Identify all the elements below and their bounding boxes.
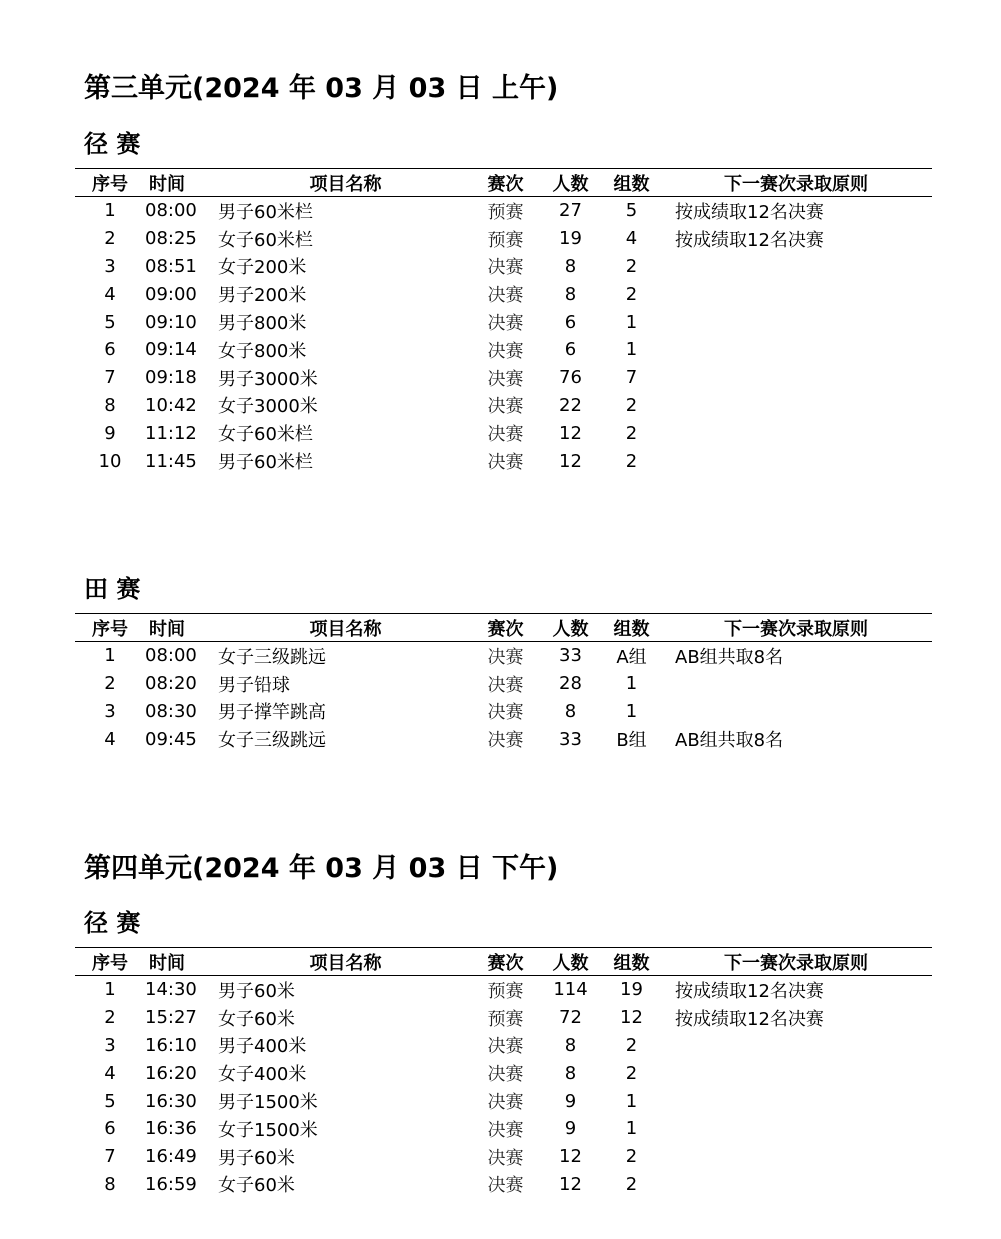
cell-count: 9: [564, 1090, 577, 1112]
cell-round: 决赛: [487, 257, 524, 279]
cell-no: 9: [104, 422, 116, 444]
cell-rule: [660, 1171, 932, 1199]
table-row: [75, 1004, 932, 1032]
unit4-track-table: [75, 947, 932, 1198]
cell-event: 男子3000米: [218, 368, 318, 390]
cell-round: 预赛: [487, 229, 524, 251]
cell-round: 决赛: [487, 424, 524, 446]
cell-no: 1: [104, 645, 116, 667]
header-time: 时间: [145, 614, 217, 642]
cell-round: 决赛: [487, 396, 524, 418]
cell-no: 4: [104, 728, 116, 750]
table-row: [75, 253, 932, 281]
cell-rule: 按成绩取12名决赛: [675, 229, 824, 251]
header-time: 时间: [145, 948, 217, 976]
cell-round: 决赛: [487, 1119, 524, 1141]
cell-time: 09:00: [145, 283, 197, 305]
header-count: 人数: [538, 614, 603, 642]
cell-count: 8: [564, 700, 577, 722]
header-count: 人数: [538, 169, 603, 197]
cell-round: 决赛: [487, 1036, 524, 1058]
cell-round: 决赛: [487, 1064, 524, 1086]
cell-no: 2: [104, 228, 116, 250]
cell-rule: [660, 1032, 932, 1060]
cell-count: 12: [559, 422, 582, 444]
cell-no: 5: [104, 1090, 116, 1112]
cell-event: 女子60米: [218, 1008, 295, 1030]
header-groups: 组数: [603, 614, 660, 642]
cell-event: 女子3000米: [218, 396, 318, 418]
cell-no: 5: [104, 311, 116, 333]
cell-groups: 1: [625, 311, 638, 333]
unit4-title: 第四单元(2024 年 03 月 03 日 下午): [84, 853, 559, 884]
header-rule: 下一赛次录取原则: [660, 948, 932, 976]
cell-no: 8: [104, 1173, 116, 1195]
cell-count: 19: [559, 228, 582, 250]
cell-round: 预赛: [487, 1008, 524, 1030]
cell-time: 10:42: [145, 394, 197, 416]
cell-rule: [660, 308, 932, 336]
cell-count: 6: [564, 339, 577, 361]
cell-round: 决赛: [487, 340, 524, 362]
cell-rule: [660, 419, 932, 447]
cell-groups: 1: [625, 673, 638, 695]
cell-groups: 1: [625, 1118, 638, 1140]
header-round: 赛次: [473, 948, 538, 976]
header-event: 项目名称: [217, 614, 473, 642]
cell-rule: AB组共取8名: [675, 646, 784, 668]
cell-no: 3: [104, 255, 116, 277]
table-row: [75, 392, 932, 420]
cell-rule: [660, 1087, 932, 1115]
table-body: [75, 197, 932, 475]
unit4-track-section-title: 径 赛: [84, 909, 141, 937]
table-body: [75, 642, 932, 754]
cell-time: 16:20: [145, 1062, 197, 1084]
cell-time: 09:14: [145, 339, 197, 361]
cell-time: 11:45: [145, 450, 197, 472]
cell-event: 男子200米: [218, 285, 307, 307]
cell-no: 1: [104, 200, 116, 222]
header-no: 序号: [75, 169, 145, 197]
cell-time: 16:36: [145, 1118, 197, 1140]
cell-groups: 4: [625, 228, 638, 250]
cell-count: 8: [564, 283, 577, 305]
cell-event: 男子60米: [218, 980, 295, 1002]
table-row: [75, 670, 932, 698]
cell-no: 7: [104, 1146, 116, 1168]
cell-count: 28: [559, 673, 582, 695]
cell-no: 4: [104, 1062, 116, 1084]
cell-time: 14:30: [145, 979, 197, 1001]
cell-round: 决赛: [487, 1175, 524, 1197]
cell-groups: 2: [625, 1146, 638, 1168]
cell-no: 10: [98, 450, 122, 472]
cell-no: 2: [104, 673, 116, 695]
table-row: [75, 1059, 932, 1087]
cell-groups: 2: [625, 394, 638, 416]
table-row: [75, 308, 932, 336]
table-row: [75, 447, 932, 475]
table-header-row: [75, 614, 932, 642]
cell-rule: [660, 1143, 932, 1171]
table-row: [75, 419, 932, 447]
cell-event: 男子60米: [218, 1147, 295, 1169]
cell-rule: [660, 1115, 932, 1143]
table-row: [75, 225, 932, 253]
cell-round: 预赛: [487, 980, 524, 1002]
cell-count: 22: [559, 394, 582, 416]
cell-event: 女子800米: [218, 340, 307, 362]
cell-time: 08:00: [145, 200, 197, 222]
cell-event: 男子60米栏: [218, 201, 313, 223]
cell-rule: 按成绩取12名决赛: [675, 1008, 824, 1030]
cell-groups: A组: [616, 646, 647, 668]
table-row: [75, 725, 932, 753]
cell-count: 33: [559, 728, 582, 750]
cell-rule: [660, 670, 932, 698]
cell-event: 男子400米: [218, 1036, 307, 1058]
cell-event: 男子撑竿跳高: [218, 702, 326, 724]
table-row: [75, 1143, 932, 1171]
cell-time: 16:10: [145, 1034, 197, 1056]
header-count: 人数: [538, 948, 603, 976]
cell-event: 女子三级跳远: [218, 646, 326, 668]
cell-count: 12: [559, 1146, 582, 1168]
cell-rule: [660, 698, 932, 726]
cell-no: 6: [104, 339, 116, 361]
cell-time: 08:30: [145, 700, 197, 722]
header-round: 赛次: [473, 169, 538, 197]
header-no: 序号: [75, 948, 145, 976]
cell-round: 决赛: [487, 646, 524, 668]
cell-round: 决赛: [487, 674, 524, 696]
table-row: [75, 280, 932, 308]
cell-round: 决赛: [487, 313, 524, 335]
cell-count: 8: [564, 1034, 577, 1056]
table-row: [75, 336, 932, 364]
cell-event: 女子400米: [218, 1064, 307, 1086]
unit3-track-section-title: 径 赛: [84, 130, 141, 158]
cell-event: 女子200米: [218, 257, 307, 279]
cell-rule: 按成绩取12名决赛: [675, 980, 824, 1002]
header-event: 项目名称: [217, 948, 473, 976]
cell-time: 09:18: [145, 367, 197, 389]
header-round: 赛次: [473, 614, 538, 642]
table-row: [75, 1032, 932, 1060]
table-header-row: [75, 948, 932, 976]
table-row: [75, 1087, 932, 1115]
cell-no: 7: [104, 367, 116, 389]
cell-count: 8: [564, 255, 577, 277]
cell-round: 决赛: [487, 285, 524, 307]
cell-event: 男子1500米: [218, 1092, 318, 1114]
cell-event: 女子60米栏: [218, 424, 313, 446]
cell-time: 09:10: [145, 311, 197, 333]
cell-event: 女子1500米: [218, 1119, 318, 1141]
cell-round: 决赛: [487, 452, 524, 474]
cell-groups: 2: [625, 255, 638, 277]
cell-count: 12: [559, 1173, 582, 1195]
cell-groups: 2: [625, 1173, 638, 1195]
cell-count: 27: [559, 200, 582, 222]
cell-time: 08:51: [145, 255, 197, 277]
header-event: 项目名称: [217, 169, 473, 197]
cell-groups: 12: [620, 1007, 643, 1029]
cell-event: 女子三级跳远: [218, 730, 326, 752]
cell-event: 女子60米: [218, 1175, 295, 1197]
cell-groups: 2: [625, 422, 638, 444]
table-header-row: [75, 169, 932, 197]
cell-round: 决赛: [487, 1147, 524, 1169]
cell-time: 08:25: [145, 228, 197, 250]
cell-no: 4: [104, 283, 116, 305]
cell-time: 08:20: [145, 673, 197, 695]
table-body: [75, 976, 932, 1199]
table-row: [75, 1171, 932, 1199]
unit3-title: 第三单元(2024 年 03 月 03 日 上午): [84, 73, 559, 104]
header-rule: 下一赛次录取原则: [660, 169, 932, 197]
cell-round: 预赛: [487, 201, 524, 223]
cell-rule: AB组共取8名: [675, 730, 784, 752]
cell-groups: 1: [625, 700, 638, 722]
table-row: [75, 698, 932, 726]
cell-time: 11:12: [145, 422, 197, 444]
unit3-field-section-title: 田 赛: [84, 575, 141, 603]
cell-groups: 2: [625, 283, 638, 305]
cell-groups: 1: [625, 339, 638, 361]
cell-groups: 7: [625, 367, 638, 389]
cell-round: 决赛: [487, 702, 524, 724]
cell-groups: B组: [616, 730, 647, 752]
unit3-field-table: [75, 613, 932, 753]
cell-time: 16:59: [145, 1173, 197, 1195]
cell-time: 16:30: [145, 1090, 197, 1112]
table-row: [75, 642, 932, 670]
cell-rule: [660, 1059, 932, 1087]
header-rule: 下一赛次录取原则: [660, 614, 932, 642]
cell-time: 09:45: [145, 728, 197, 750]
cell-groups: 2: [625, 1062, 638, 1084]
cell-event: 男子800米: [218, 313, 307, 335]
cell-count: 72: [559, 1007, 582, 1029]
table-row: [75, 197, 932, 225]
cell-count: 9: [564, 1118, 577, 1140]
cell-rule: [660, 364, 932, 392]
cell-groups: 1: [625, 1090, 638, 1112]
cell-round: 决赛: [487, 368, 524, 390]
header-no: 序号: [75, 614, 145, 642]
table-row: [75, 364, 932, 392]
cell-no: 3: [104, 700, 116, 722]
cell-time: 15:27: [145, 1007, 197, 1029]
cell-no: 1: [104, 979, 116, 1001]
table-row: [75, 976, 932, 1004]
cell-round: 决赛: [487, 730, 524, 752]
cell-rule: 按成绩取12名决赛: [675, 201, 824, 223]
cell-event: 男子60米栏: [218, 452, 313, 474]
cell-count: 8: [564, 1062, 577, 1084]
header-groups: 组数: [603, 948, 660, 976]
cell-count: 114: [553, 979, 588, 1001]
cell-time: 08:00: [145, 645, 197, 667]
cell-groups: 2: [625, 1034, 638, 1056]
cell-rule: [660, 336, 932, 364]
cell-count: 33: [559, 645, 582, 667]
header-time: 时间: [145, 169, 217, 197]
cell-rule: [660, 253, 932, 281]
cell-no: 3: [104, 1034, 116, 1056]
cell-count: 76: [559, 367, 582, 389]
table-row: [75, 1115, 932, 1143]
cell-groups: 19: [620, 979, 643, 1001]
cell-no: 2: [104, 1007, 116, 1029]
cell-rule: [660, 280, 932, 308]
cell-rule: [660, 447, 932, 475]
cell-count: 6: [564, 311, 577, 333]
unit3-track-table: [75, 168, 932, 475]
cell-round: 决赛: [487, 1092, 524, 1114]
cell-no: 6: [104, 1118, 116, 1140]
cell-no: 8: [104, 394, 116, 416]
cell-event: 男子铅球: [218, 674, 290, 696]
cell-groups: 2: [625, 450, 638, 472]
cell-count: 12: [559, 450, 582, 472]
cell-groups: 5: [625, 200, 638, 222]
cell-time: 16:49: [145, 1146, 197, 1168]
header-groups: 组数: [603, 169, 660, 197]
cell-event: 女子60米栏: [218, 229, 313, 251]
cell-rule: [660, 392, 932, 420]
